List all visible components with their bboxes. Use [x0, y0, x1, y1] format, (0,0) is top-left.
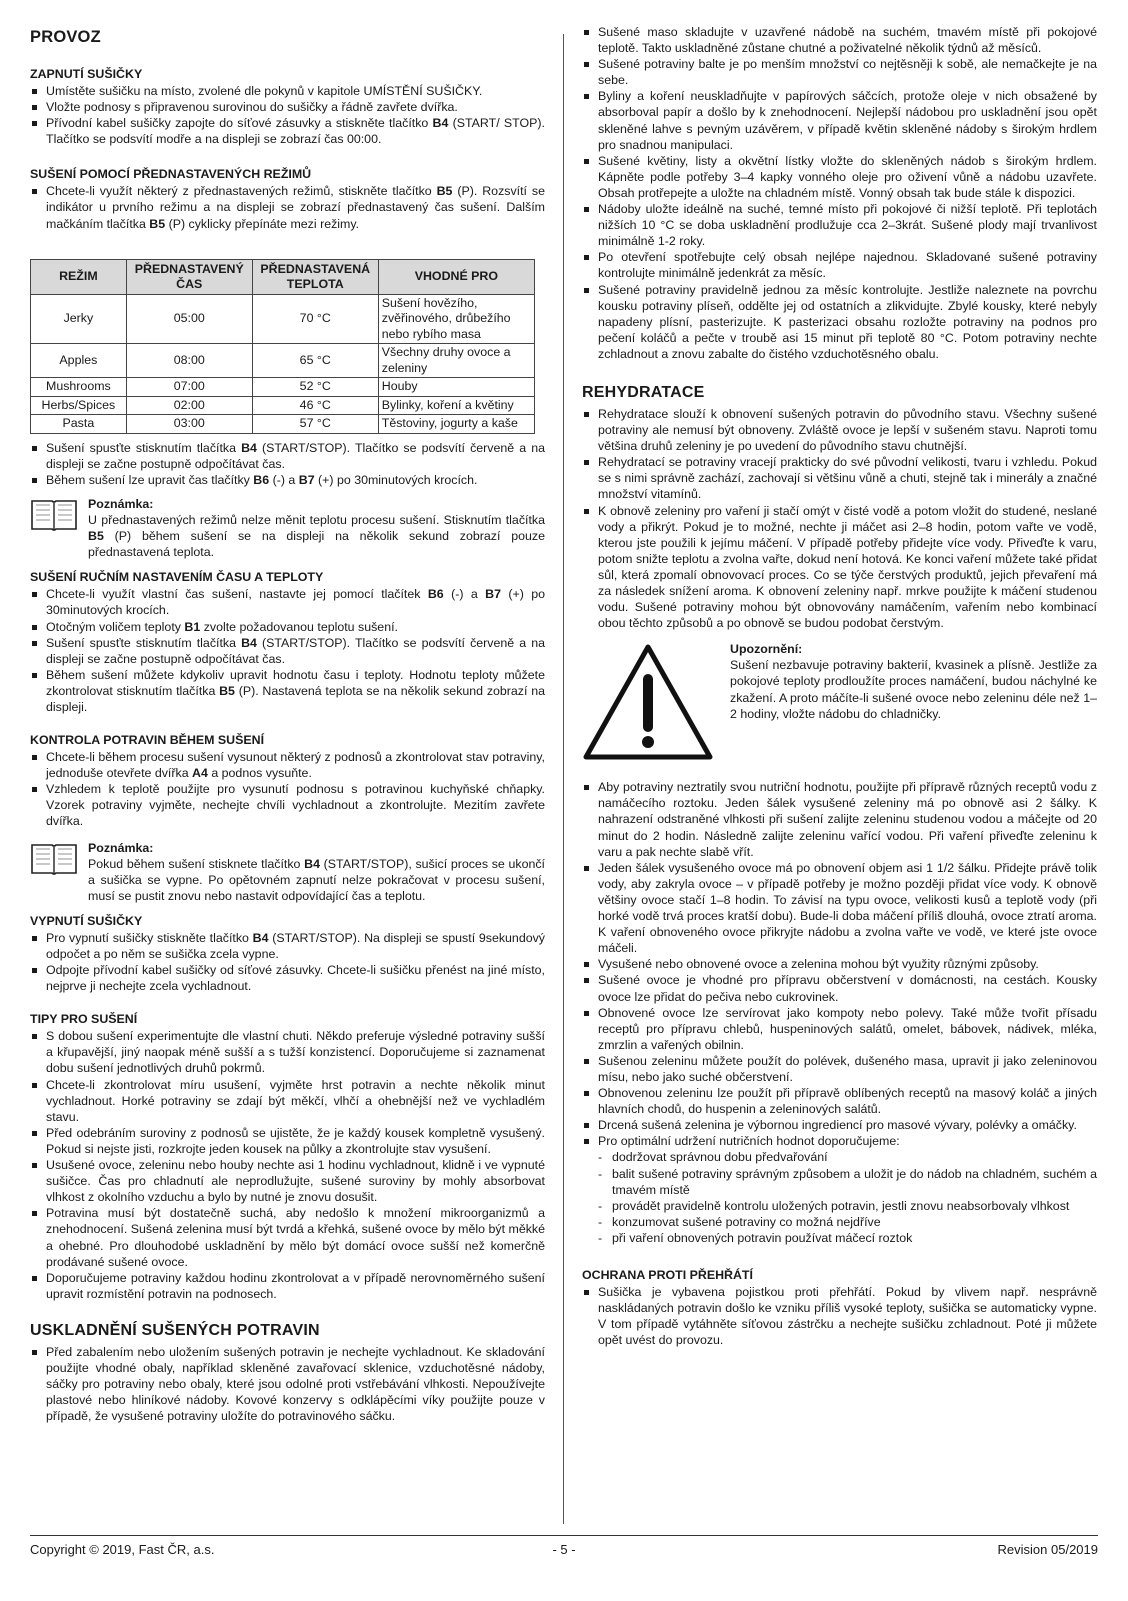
- list-more: [582, 779, 1097, 1246]
- list-item: Před odebráním suroviny z podnosů se ujistěte, že je každý kousek kompletně vysušený. Pokud si nejste jisti, rozkrojte jeden kousek na půlky a zkontrolujte stav vysušení.: [30, 1125, 545, 1157]
- list-item: Po otevření spotřebujte celý obsah nejlépe najednou. Skladované sušené potraviny kontrolujte minimálně jedenkrát za měsíc.: [582, 249, 1097, 281]
- section-title-uskladneni: USKLADNĚNÍ SUŠENÝCH POTRAVIN: [30, 1321, 320, 1339]
- list-item: Pro optimální udržení nutričních hodnot doporučujeme:: [582, 1133, 1097, 1149]
- list-uskladneni: [30, 1344, 545, 1424]
- table-cell: 08:00: [126, 344, 252, 378]
- list-item: Nádoby uložte ideálně na suché, temné místo při pokojové či nižší teplotě. Při teplotách nižších 10 °C se doba uskladnění prodlužuje cca 2–3krát. Sušené plody mají trvanlivost minimálně 1-2 roky.: [582, 201, 1097, 249]
- list-item: Potravina musí být dostatečně suchá, aby nedošlo k množení mikroorganizmů a znehodnocení. Sušená zelenina musí být tvrdá a křehká, sušené ovoce by mělo být měkké a ohebné. Pro dlouhodobé uskladnění by mělo být domácí ovoce sušší než komerčně prodávané sušené ovoce.: [30, 1205, 545, 1269]
- list-item: Přívodní kabel sušičky zapojte do síťové zásuvky a stiskněte tlačítko B4 (START/ STOP). Tlačítko se podsvítí modře a na displeji se zobrazí čas 00:00.: [30, 115, 545, 147]
- table-cell: 65 °C: [252, 344, 378, 378]
- list-item: Doporučujeme potraviny každou hodinu zkontrolovat a v případě nerovnoměrného sušení upravit rozmístění potravin na podnosech.: [30, 1270, 545, 1302]
- list-prednastavene: [30, 183, 545, 231]
- warning-text: Sušení nezbavuje potraviny bakterií, kvasinek a plísně. Jestliže za pokojové teploty prodloužíte proces namáčení, budou náchylné ke zkažení. A proto máčíte-li sušené ovoce nebo zeleninu déle než 1–2 hodiny, vložte nádobu do chladničky.: [730, 658, 1097, 721]
- list-storage: [582, 24, 1097, 362]
- table-row: [31, 344, 535, 378]
- list-ochrana: [582, 1284, 1097, 1348]
- footer-copyright: Copyright © 2019, Fast ČR, a.s.: [30, 1542, 215, 1557]
- list-tipy: [30, 1028, 545, 1302]
- list-item: Drcená sušená zelenina je výbornou ingrediencí pro masové vývary, polévky a omáčky.: [582, 1117, 1097, 1133]
- table-cell: Apples: [31, 344, 127, 378]
- note-box: Poznámka: Pokud během sušení stisknete tlačítko B4 (START/STOP), sušicí proces se ukončí a sušička se vypne. Po opětovném zapnutí nelze pokračovat v procesu sušení, musí se pustit znovu nebo nastavit odpovídající čas a teplotu.: [30, 840, 545, 904]
- note-box: Poznámka: U přednastavených režimů nelze měnit teplotu procesu sušení. Stisknutím tlačítka B5 (P) během sušení se na displeji na několik sekund zobrazí pouze přednastavená teplota.: [30, 496, 545, 560]
- list-item: Sušené maso skladujte v uzavřené nádobě na suchém, tmavém místě při pokojové teplotě. Takto uskladněné zůstane chutné a poživatelné několik týdnů až měsíců.: [582, 24, 1097, 56]
- sub-list-item: - dodržovat správnou dobu předvařování: [582, 1149, 1097, 1165]
- note-title: Poznámka:: [88, 840, 154, 855]
- list-item: Sušenou zeleninu můžete použít do polévek, dušeného masa, upravit ji jako zeleninovou mísu, nebo jako suché občerstvení.: [582, 1053, 1097, 1085]
- list-item: Sušené potraviny balte je po menším množství co nejtěsněji k sobě, ale nemačkejte je na sebe.: [582, 56, 1097, 88]
- book-icon: [30, 498, 78, 532]
- col-header-vhodne: VHODNÉ PRO: [378, 259, 534, 294]
- list-after-table: [30, 440, 545, 488]
- list-item: Obnovenou zeleninu lze použít při přípravě oblíbených receptů na masový koláč a jiných hlavních chodů, do huspenin a zeleninových salátů.: [582, 1085, 1097, 1117]
- left-column: [30, 24, 545, 1424]
- sub-list-item: - balit sušené potraviny správným způsobem a uložit je do nádob na chladném, suchém a tmavém místě: [582, 1166, 1097, 1198]
- column-divider: [563, 34, 564, 1524]
- list-kontrola: [30, 749, 545, 829]
- table-row: [31, 396, 535, 415]
- list-item: Obnovené ovoce lze servírovat jako kompoty nebo polevy. Také může tvořit přísadu receptů pro přípravu chlebů, huspeninových salátů, omelet, bábovek, nádivek, mléka, zmrzlin a vařených obilnin.: [582, 1005, 1097, 1053]
- list-item: Usušené ovoce, zeleninu nebo houby nechte asi 1 hodinu vychladnout, klidně i ve vypnuté sušičce. Čas pro chladnutí ale neprodlužujte, sušené suroviny by mohly absorbovat vlhkost z okolního vzduchu a bylo by nutné je znovu dosušit.: [30, 1157, 545, 1205]
- table-cell: Všechny druhy ovoce a zeleniny: [378, 344, 534, 378]
- list-item: Vzhledem k teplotě použijte pro vysunutí podnosu s potravinou kuchyňské chňapky. Vzorek potraviny vyjměte, nechejte chvíli vychladnout a zkontrolujte. Mezitím zavřete dvířka.: [30, 781, 545, 829]
- table-cell: Pasta: [31, 415, 127, 434]
- warning-triangle-icon: [582, 643, 714, 761]
- section-title-provoz: PROVOZ: [30, 28, 101, 46]
- list-item: Aby potraviny neztratily svou nutriční hodnotu, použijte při přípravě různých receptů vodu z namáčecího roztoku. Jeden šálek vysušené zeleniny má po obnově asi 2 šálky. K nahrazení odstraněné vlhkosti při sušení zalijte zeleninu studenou vodou a máčejte od 20 minut do 2 hodin. Následně zalijte zeleninu vařící vodou. Při vaření přiveďte zeleninu k varu a pak nechte slabě vřít.: [582, 779, 1097, 859]
- footer-revision: Revision 05/2019: [997, 1542, 1098, 1557]
- list-item: Sušička je vybavena pojistkou proti přehřátí. Pokud by vlivem např. nesprávně naskládaných potravin došlo ke vzniku příliš vysoké teploty, sušička se automaticky vypne. V tom případě vytáhněte síťovou zástrčku a nechejte sušičku zchladnout. Poté ji můžete opět uvést do provozu.: [582, 1284, 1097, 1348]
- list-item: Vysušené nebo obnovené ovoce a zelenina mohou být využity různými způsoby.: [582, 956, 1097, 972]
- table-cell: 57 °C: [252, 415, 378, 434]
- table-header-row: [31, 259, 535, 294]
- table-cell: 70 °C: [252, 294, 378, 344]
- col-header-teplota: PŘEDNASTAVENÁ TEPLOTA: [252, 259, 378, 294]
- list-item: K obnově zeleniny pro vaření ji stačí omýt v čisté vodě a potom vložit do studené, neslané vody a přikrýt. Pokud je to možné, nechte ji máčet asi 2–8 hodin, potom vařte ve vodě, kterou jste použili k jejímu máčení. V případě potřeby přidejte více vody. Přiveďte k varu, potom snižte teplotu a zvolna vařte, dokud není hotová. Ke konci vaření můžete také přidat sůl, která zpomalí obnovovací proces. Co se týče čerstvých produktů, jejich převaření má za následek snížení aroma. K obnovení zeleniny např. mrkve použijte k máčení studenou vodu. Sušené potraviny mohou být obnovovány namáčením, vařením nebo kombinací obou těchto způsobů a po obnově se budou podobat čerstvým.: [582, 503, 1097, 632]
- col-header-rezim: REŽIM: [31, 259, 127, 294]
- list-item: Sušené květiny, listy a okvětní lístky vložte do skleněných nádob s širokým hrdlem. Kápněte podle potřeby 3–4 kapky vonného oleje pro oživení vůně a nádobu uzavřete. Obsah protřepejte a uložte na chladném místě. Vonný obsah tak bude stále k dispozici.: [582, 153, 1097, 201]
- list-vypnuti: [30, 930, 545, 994]
- table-cell: 07:00: [126, 378, 252, 397]
- list-item: Vložte podnosy s připravenou surovinou do sušičky a řádně zavřete dvířka.: [30, 99, 545, 115]
- list-item: Byliny a koření neuskladňujte v papírových sáčcích, protože oleje v nich obsažené by absorboval papír a došlo by k znehodnocení. Nejlepší nádobou pro uskladnění jsou opět skleněné lahve s pevným uzávěrem, v případě květin skleněné nádoby s širokým hrdlem pro snadnou manipulaci.: [582, 88, 1097, 152]
- heading-zapnuti: ZAPNUTÍ SUŠIČKY: [30, 67, 143, 81]
- list-item: Sušení spusťte stisknutím tlačítka B4 (START/STOP). Tlačítko se podsvítí červeně a na displeji se začne postupně odpočítávat čas.: [30, 635, 545, 667]
- heading-kontrola: KONTROLA POTRAVIN BĚHEM SUŠENÍ: [30, 733, 265, 748]
- sub-list-item: - konzumovat sušené potraviny co možná nejdříve: [582, 1214, 1097, 1230]
- footer-page-number: - 5 -: [552, 1542, 576, 1557]
- list-item: Chcete-li využít některý z přednastavených režimů, stiskněte tlačítko B5 (P). Rozsvítí se indikátor u prvního režimu a na displeji se zobrazí přednastavený čas sušení. Dalším mačkáním tlačítka B5 (P) cyklicky přepínáte mezi režimy.: [30, 183, 545, 231]
- heading-vypnuti: VYPNUTÍ SUŠIČKY: [30, 913, 143, 928]
- table-cell: 03:00: [126, 415, 252, 434]
- table-cell: Jerky: [31, 294, 127, 344]
- list-item: Rehydratace slouží k obnovení sušených potravin do původního stavu. Všechny sušené potraviny ale nemusí být obnoveny. Zvláště ovoce je lepší v sušeném stavu. Naproti tomu většina druhů zeleniny je po uvedení do původního stavu chutnější.: [582, 406, 1097, 454]
- list-item: Před zabalením nebo uložením sušených potravin je nechejte vychladnout. Ke skladování použijte vhodné obaly, například skleněné zavařovací sklenice, vzduchotěsné nádoby, sáčky pro potraviny nebo obaly, které jsou odolné proti vstřebávání vlhkosti. Nepoužívejte plastové nebo hliníkové nádoby. Kovové konzervy s odklápěcími víky použijte pouze v případě, že vysušené potraviny uložíte do potravinového sáčku.: [30, 1344, 545, 1424]
- list-item: S dobou sušení experimentujte dle vlastní chuti. Někdo preferuje výsledné potraviny sušší a křupavější, jiný naopak méně sušší a s tužší konzistencí. Doporučujeme si zaznamenat dobu sušení jednotlivých druhů pokrmů.: [30, 1028, 545, 1076]
- col-header-cas: PŘEDNASTAVENÝ ČAS: [126, 259, 252, 294]
- heading-ochrana: OCHRANA PROTI PŘEHŘÁTÍ: [582, 1268, 753, 1282]
- list-item: Umístěte sušičku na místo, zvolené dle pokynů v kapitole UMÍSTĚNÍ SUŠIČKY.: [30, 83, 545, 99]
- table-cell: Sušení hovězího, zvěřinového, drůbežího nebo rybího masa: [378, 294, 534, 344]
- right-column: [582, 24, 1097, 1348]
- table-cell: 02:00: [126, 396, 252, 415]
- warning-box: [582, 641, 1097, 761]
- list-item: Během sušení lze upravit čas tlačítky B6 (-) a B7 (+) po 30minutových krocích.: [30, 472, 545, 488]
- table-cell: Mushrooms: [31, 378, 127, 397]
- list-item: Sušení spusťte stisknutím tlačítka B4 (START/STOP). Tlačítko se podsvítí červeně a na displeji se začne postupně odpočítávat čas.: [30, 440, 545, 472]
- heading-tipy: TIPY PRO SUŠENÍ: [30, 1012, 138, 1027]
- list-rucni: [30, 586, 545, 715]
- heading-prednastavene: SUŠENÍ POMOCÍ PŘEDNASTAVENÝCH REŽIMŮ: [30, 167, 312, 182]
- table-row: [31, 415, 535, 434]
- list-item: Chcete-li využít vlastní čas sušení, nastavte jej pomocí tlačítek B6 (-) a B7 (+) po 30minutových krocích.: [30, 586, 545, 618]
- modes-table: [30, 259, 535, 434]
- section-title-rehydratace: REHYDRATACE: [582, 383, 705, 401]
- list-zapnuti: [30, 83, 545, 147]
- table-cell: Těstoviny, jogurty a kaše: [378, 415, 534, 434]
- table-row: [31, 378, 535, 397]
- table-cell: 05:00: [126, 294, 252, 344]
- list-item: Odpojte přívodní kabel sušičky od síťové zásuvky. Chcete-li sušičku přenést na jiné místo, nejprve ji nechejte zcela vychladnout.: [30, 962, 545, 994]
- list-item: Sušené ovoce je vhodné pro přípravu občerstvení v domácnosti, na cestách. Kousky ovoce lze přidat do pečiva nebo cukrovinek.: [582, 972, 1097, 1004]
- book-icon: [30, 842, 78, 876]
- sub-list-item: - při vaření obnovených potravin používat máčecí roztok: [582, 1230, 1097, 1246]
- page-footer: [30, 1535, 1098, 1557]
- heading-rucni: SUŠENÍ RUČNÍM NASTAVENÍM ČASU A TEPLOTY: [30, 570, 324, 585]
- table-row: [31, 294, 535, 344]
- sub-list-item: - provádět pravidelně kontrolu uložených potravin, jestli znovu neabsorbovaly vlhkost: [582, 1198, 1097, 1214]
- table-cell: Bylinky, koření a květiny: [378, 396, 534, 415]
- table-cell: 46 °C: [252, 396, 378, 415]
- warning-title: Upozornění:: [730, 642, 803, 657]
- table-cell: 52 °C: [252, 378, 378, 397]
- list-item: Chcete-li během procesu sušení vysunout některý z podnosů a zkontrolovat stav potraviny, jednoduše otevřete dvířka A4 a podnos vysuňte.: [30, 749, 545, 781]
- list-rehydratace: [582, 406, 1097, 631]
- list-item: Sušené potraviny pravidelně jednou za měsíc kontrolujte. Jestliže naleznete na povrchu kousku potraviny plíseň, oddělte jej od ostatních a zlikvidujte. Zbylé kousky, které nebyly napadeny plísní, pasterizujte. K pasterizaci obsahu rozložte potraviny na podnos pro pečení koláčů a pečte v troubě asi 15 minut při teplotě 80 °C. Potom potraviny nechte zchladnout a znovu zabalte do čistého vzduchotěsného obalu.: [582, 282, 1097, 362]
- note-title: Poznámka:: [88, 496, 154, 511]
- list-item: Otočným voličem teploty B1 zvolte požadovanou teplotu sušení.: [30, 619, 545, 635]
- list-item: Rehydratací se potraviny vracejí prakticky do své původní velikosti, tvaru i vzhledu. Pokud se s nimi správně zachází, zachovají si většinu vůně a chuti, stejně tak i minerály a značné množství vitamínů.: [582, 454, 1097, 502]
- table-cell: Houby: [378, 378, 534, 397]
- list-item: Jeden šálek vysušeného ovoce má po obnovení objem asi 1 1/2 šálku. Přidejte právě tolik vody, aby zakryla ovoce – v případě potřeby je možno později přidat více vody. K obnově většiny ovoce stačí 1–8 hodin. To závisí na typu ovoce, velikosti kusů a teplotě vody (při horké vodě trvá proces kratší dobu). Bude-li doba máčení příliš dlouhá, ovoce ztratí aroma. K vaření obnoveného ovoce přikryjte nádobu a zvolna vařte ve vodě, ve které jste ovoce máčeli.: [582, 860, 1097, 957]
- list-item: Během sušení můžete kdykoliv upravit hodnotu času i teploty. Hodnotu teploty můžete zkontrolovat stisknutím tlačítka B5 (P). Nastavená teplota se na několik sekund zobrazí na displeji.: [30, 667, 545, 715]
- list-item: Chcete-li zkontrolovat míru usušení, vyjměte hrst potravin a nechte několik minut vychladnout. Horké potraviny se zdají být měkčí, vlhčí a ohebnější než ve vychladlém stavu.: [30, 1077, 545, 1125]
- table-cell: Herbs/Spices: [31, 396, 127, 415]
- list-item: Pro vypnutí sušičky stiskněte tlačítko B4 (START/STOP). Na displeji se spustí 9sekundový odpočet a po něm se sušička zcela vypne.: [30, 930, 545, 962]
